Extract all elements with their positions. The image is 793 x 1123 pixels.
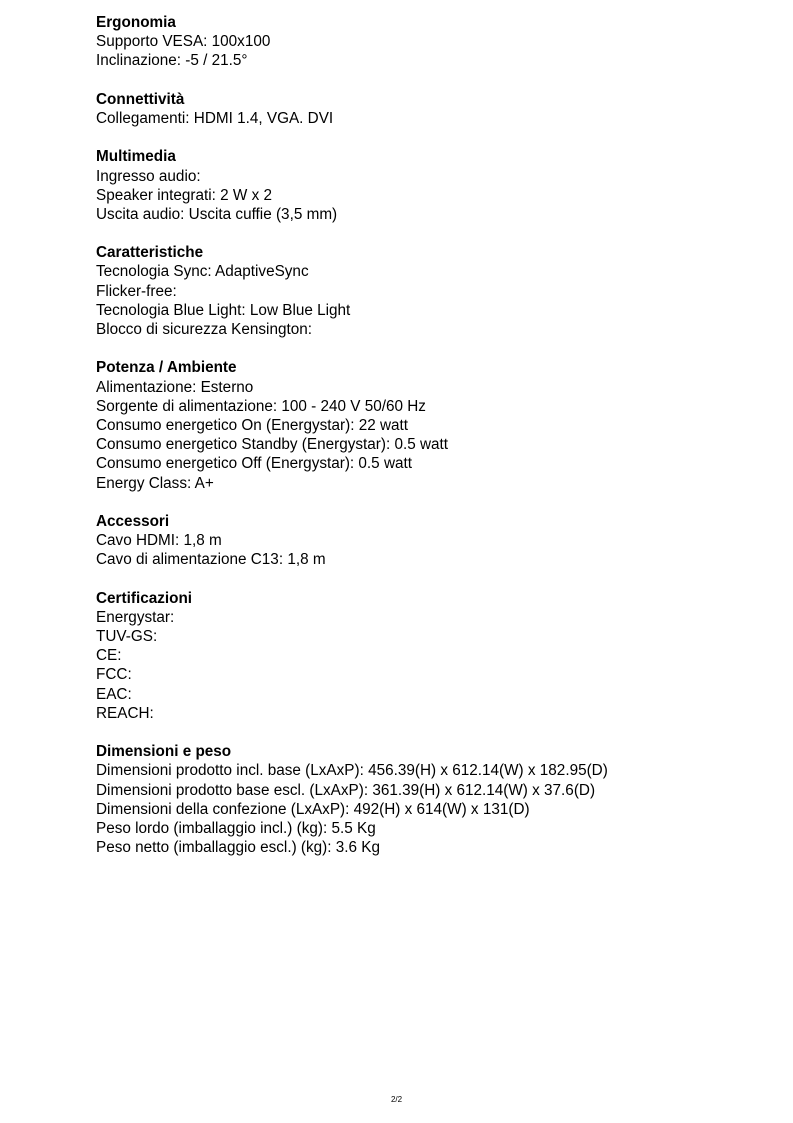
spec-line: Peso lordo (imballaggio incl.) (kg): 5.5 Kg [96,819,376,837]
section-heading: Connettività [96,90,185,108]
spec-content [96,13,776,876]
spec-line: Speaker integrati: 2 W x 2 [96,186,272,204]
spec-line: Consumo energetico On (Energystar): 22 watt [96,416,409,434]
section-connettivita [96,90,776,128]
section-potenza-ambiente [96,358,776,492]
section-heading: Certificazioni [96,589,193,607]
section-heading: Dimensioni e peso [96,743,232,761]
spec-line: Peso netto (imballaggio escl.) (kg): 3.6 Kg [96,839,380,857]
spec-line: EAC: [96,685,132,703]
section-ergonomia [96,13,776,71]
spec-line: Blocco di sicurezza Kensington: [96,321,312,338]
spec-line: Cavo HDMI: 1,8 m [96,532,222,550]
section-dimensioni-peso [96,742,776,857]
spec-line: Uscita audio: Uscita cuffie (3,5 mm) [96,205,338,223]
section-certificazioni [96,589,776,723]
spec-line: Alimentazione: Esterno [96,378,254,396]
section-caratteristiche [96,243,776,339]
section-heading: Ergonomia [96,14,176,31]
section-heading: Multimedia [96,148,176,166]
section-heading: Accessori [96,512,170,530]
section-heading: Potenza / Ambiente [96,359,237,377]
spec-line: CE: [96,647,122,665]
section-heading: Caratteristiche [96,244,204,262]
spec-line: Energystar: [96,608,175,626]
spec-line: Dimensioni prodotto incl. base (LxAxP): 456.39(H) x 612.14(W) x 182.95(D) [96,762,608,780]
spec-line: Cavo di alimentazione C13: 1,8 m [96,551,326,569]
section-accessori [96,512,776,570]
spec-line: Supporto VESA: 100x100 [96,33,271,51]
spec-line: Inclinazione: -5 / 21.5° [96,52,248,70]
spec-line: Dimensioni prodotto base escl. (LxAxP): 361.39(H) x 612.14(W) x 37.6(D) [96,781,596,799]
section-multimedia [96,147,776,224]
spec-line: Flicker-free: [96,282,177,300]
spec-line: FCC: [96,666,132,684]
page-number: 2/2 [390,1095,403,1104]
spec-line: TUV-GS: [96,628,158,645]
spec-line: Tecnologia Blue Light: Low Blue Light [96,301,351,319]
spec-line: Consumo energetico Standby (Energystar): 0.5 watt [96,436,449,454]
spec-line: Tecnologia Sync: AdaptiveSync [96,263,309,281]
spec-line: Ingresso audio: [96,167,201,185]
spec-line: REACH: [96,704,154,722]
spec-line: Energy Class: A+ [96,474,214,492]
spec-line: Sorgente di alimentazione: 100 - 240 V 50/60 Hz [96,397,426,415]
spec-line: Collegamenti: HDMI 1.4, VGA. DVI [96,109,334,127]
spec-line: Dimensioni della confezione (LxAxP): 492(H) x 614(W) x 131(D) [96,800,530,818]
spec-line: Consumo energetico Off (Energystar): 0.5 watt [96,455,412,473]
